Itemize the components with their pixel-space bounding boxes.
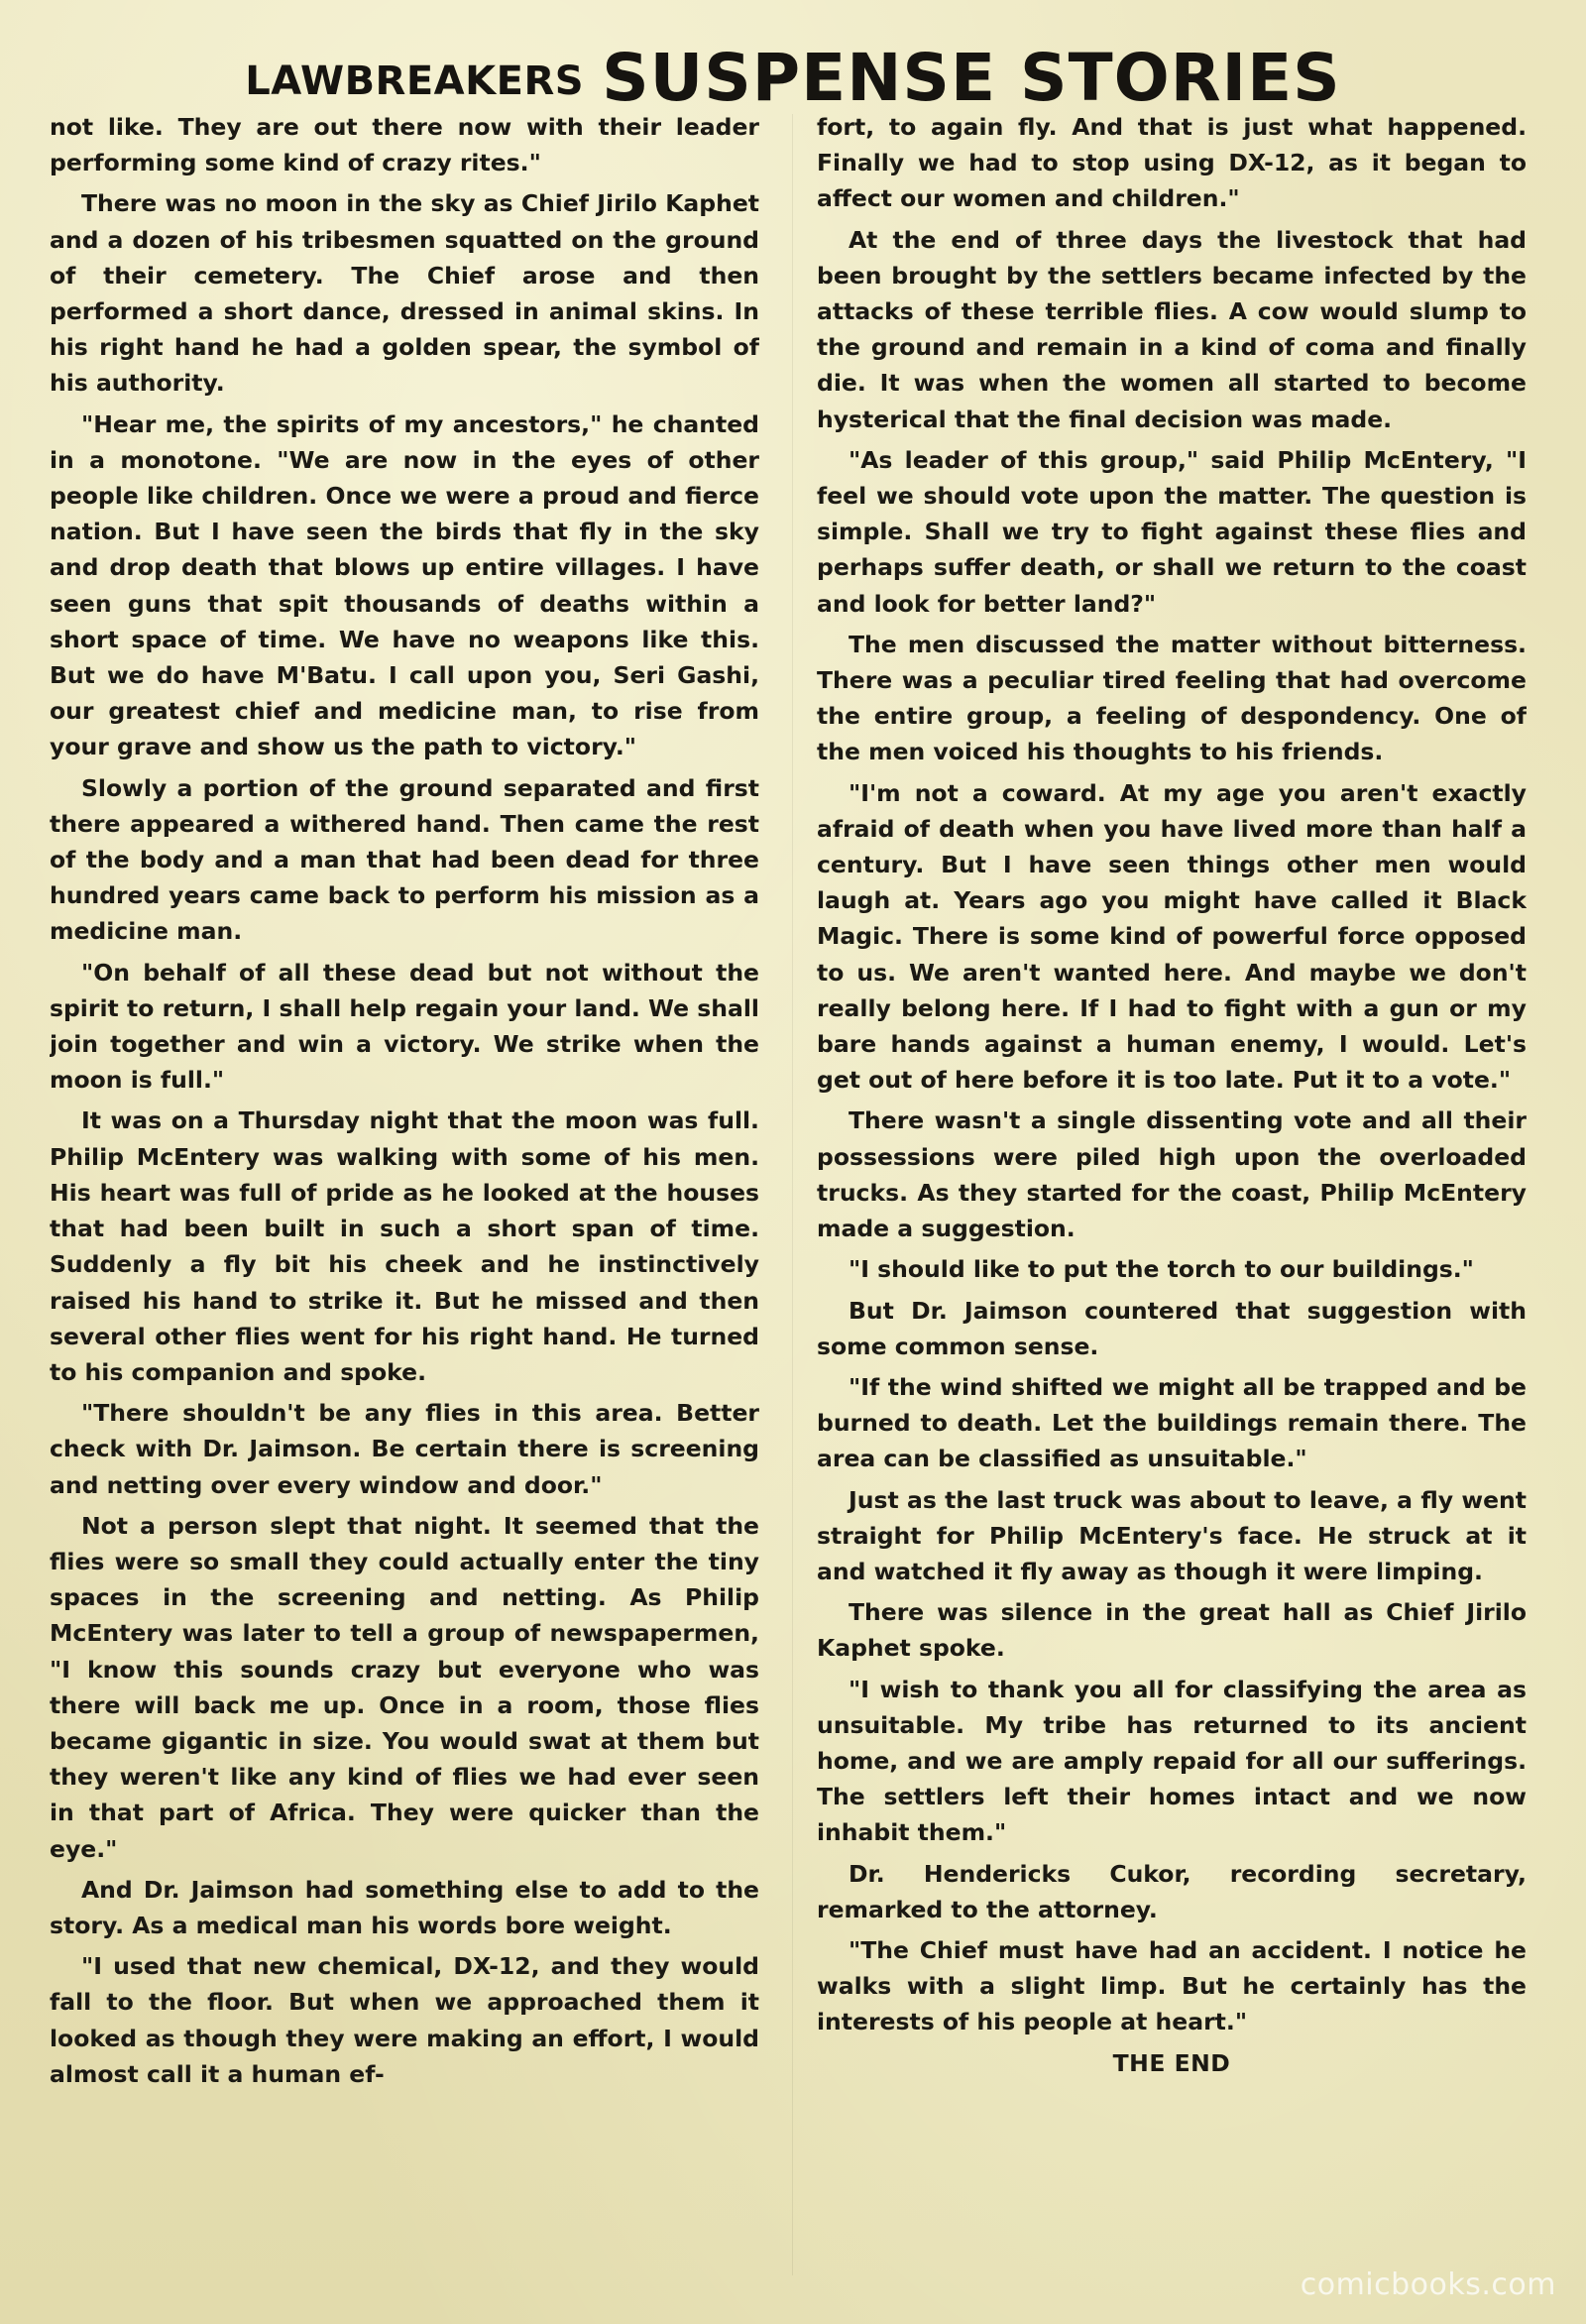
paragraph: It was on a Thursday night that the moon was full. Philip McEntery was walking with some of his men. His heart was full of pride as he looked at the houses that had been built in such a short span of time. Suddenly a fly bit his cheek and he instinctively raised his hand to strike it. But he missed and then several other flies went for his right hand. He turned to his companion and spoke.: [50, 1106, 759, 1386]
paragraph: fort, to again fly. And that is just what happened. Finally we had to stop using DX-12, as it began to affect our women and children.": [817, 113, 1527, 213]
story-columns: [50, 109, 1527, 2290]
paragraph: And Dr. Jaimson had something else to add to the story. As a medical man his words bore weight.: [50, 1875, 759, 1939]
paragraph: There wasn't a single dissenting vote and all their possessions were piled high upon the overloaded trucks. As they started for the coast, Philip McEntery made a suggestion.: [817, 1106, 1527, 1243]
paragraph: Not a person slept that night. It seemed that the flies were so small they could actually enter the tiny spaces in the screening and netting. As Philip McEntery was later to tell a group of newspapermen, "I know this sounds crazy but everyone who was there will back me up. Once in a room, those flies became gigantic in size. You would swat at them but they weren't like any kind of flies we had ever seen in that part of Africa. They were quicker than the eye.": [50, 1511, 759, 1863]
right-column: [817, 109, 1527, 2290]
paragraph: Dr. Hendericks Cukor, recording secretary, remarked to the attorney.: [817, 1859, 1527, 1923]
masthead-lawbreakers: LAWBREAKERS: [245, 58, 585, 104]
paragraph: "I'm not a coward. At my age you aren't exactly afraid of death when you have lived more than half a century. But I have seen things other men would laugh at. Years ago you might have called it Black Magic. There is some kind of powerful force opposed to us. We aren't wanted here. And maybe we don't really belong here. If I had to fight with a gun or my bare hands against a human enemy, I would. Let's get out of here before it is too late. Put it to a vote.": [817, 778, 1527, 1095]
the-end-label: THE END: [1112, 2048, 1231, 2077]
paragraph: "I wish to thank you all for classifying the area as unsuitable. My tribe has returned to its ancient home, and we are amply repaid for all our sufferings. The settlers left their homes intact and we now inhabit them.": [817, 1675, 1527, 1847]
paragraph: "I should like to put the torch to our buildings.": [849, 1255, 1474, 1284]
paragraph: Just as the last truck was about to leave, a fly went straight for Philip McEntery's face. He struck at it and watched it fly away as though it were limping.: [817, 1485, 1527, 1585]
paragraph: "There shouldn't be any flies in this area. Better check with Dr. Jaimson. Be certain there is screening and netting over every window and door.": [50, 1399, 759, 1499]
paragraph: "Hear me, the spirits of my ancestors," he chanted in a monotone. "We are now in the eyes of other people like children. Once we were a proud and fierce nation. But I have seen the birds that fly in the sky and drop death that blows up entire villages. I have seen guns that spit thousands of deaths within a short space of time. We have no weapons like this. But we do have M'Batu. I call upon you, Seri Gashi, our greatest chief and medicine man, to rise from your grave and show us the path to victory.": [50, 409, 759, 761]
paragraph: At the end of three days the livestock that had been brought by the settlers became infected by the attacks of these terrible flies. A cow would slump to the ground and remain in a kind of coma and finally die. It was when the women all started to become hysterical that the final decision was made.: [817, 225, 1527, 433]
masthead-suspense-stories: SUSPENSE STORIES: [602, 40, 1341, 116]
paragraph: Slowly a portion of the ground separated and first there appeared a withered hand. Then came the rest of the body and a man that had been dead for three hundred years came back to perform his mission as a medicine man.: [50, 773, 759, 946]
paragraph: "The Chief must have had an accident. I notice he walks with a slight limp. But he certainly has the interests of his people at heart.": [817, 1935, 1527, 2036]
paragraph: not like. They are out there now with their leader performing some kind of crazy rites.": [50, 113, 759, 177]
paragraph: "As leader of this group," said Philip McEntery, "I feel we should vote upon the matter. The question is simple. Shall we try to fight against these flies and perhaps suffer death, or shall we return to the coast and look for better land?": [817, 445, 1527, 618]
paragraph: "If the wind shifted we might all be trapped and be burned to death. Let the buildings remain there. The area can be classified as unsuitable.": [817, 1372, 1527, 1473]
paragraph: "I used that new chemical, DX-12, and they would fall to the floor. But when we approached them it looked as though they were making an effort, I would almost call it a human ef-: [50, 1952, 759, 2088]
watermark: comicbooks.com: [1300, 2267, 1556, 2302]
left-column: [50, 109, 759, 2290]
paragraph: "On behalf of all these dead but not without the spirit to return, I shall help regain your land. We shall join together and win a victory. We strike when the moon is full.": [50, 958, 759, 1095]
masthead: [0, 22, 1586, 116]
paragraph: There was no moon in the sky as Chief Jirilo Kaphet and a dozen of his tribesmen squatted on the ground of their cemetery. The Chief arose and then performed a short dance, dressed in animal skins. In his right hand he had a golden spear, the symbol of his authority.: [50, 189, 759, 398]
paragraph: The men discussed the matter without bitterness. There was a peculiar tired feeling that had overcome the entire group, a feeling of despondency. One of the men voiced his thoughts to his friends.: [817, 630, 1527, 766]
paragraph: There was silence in the great hall as Chief Jirilo Kaphet spoke.: [817, 1598, 1527, 1663]
paragraph: But Dr. Jaimson countered that suggestion with some common sense.: [817, 1296, 1527, 1360]
